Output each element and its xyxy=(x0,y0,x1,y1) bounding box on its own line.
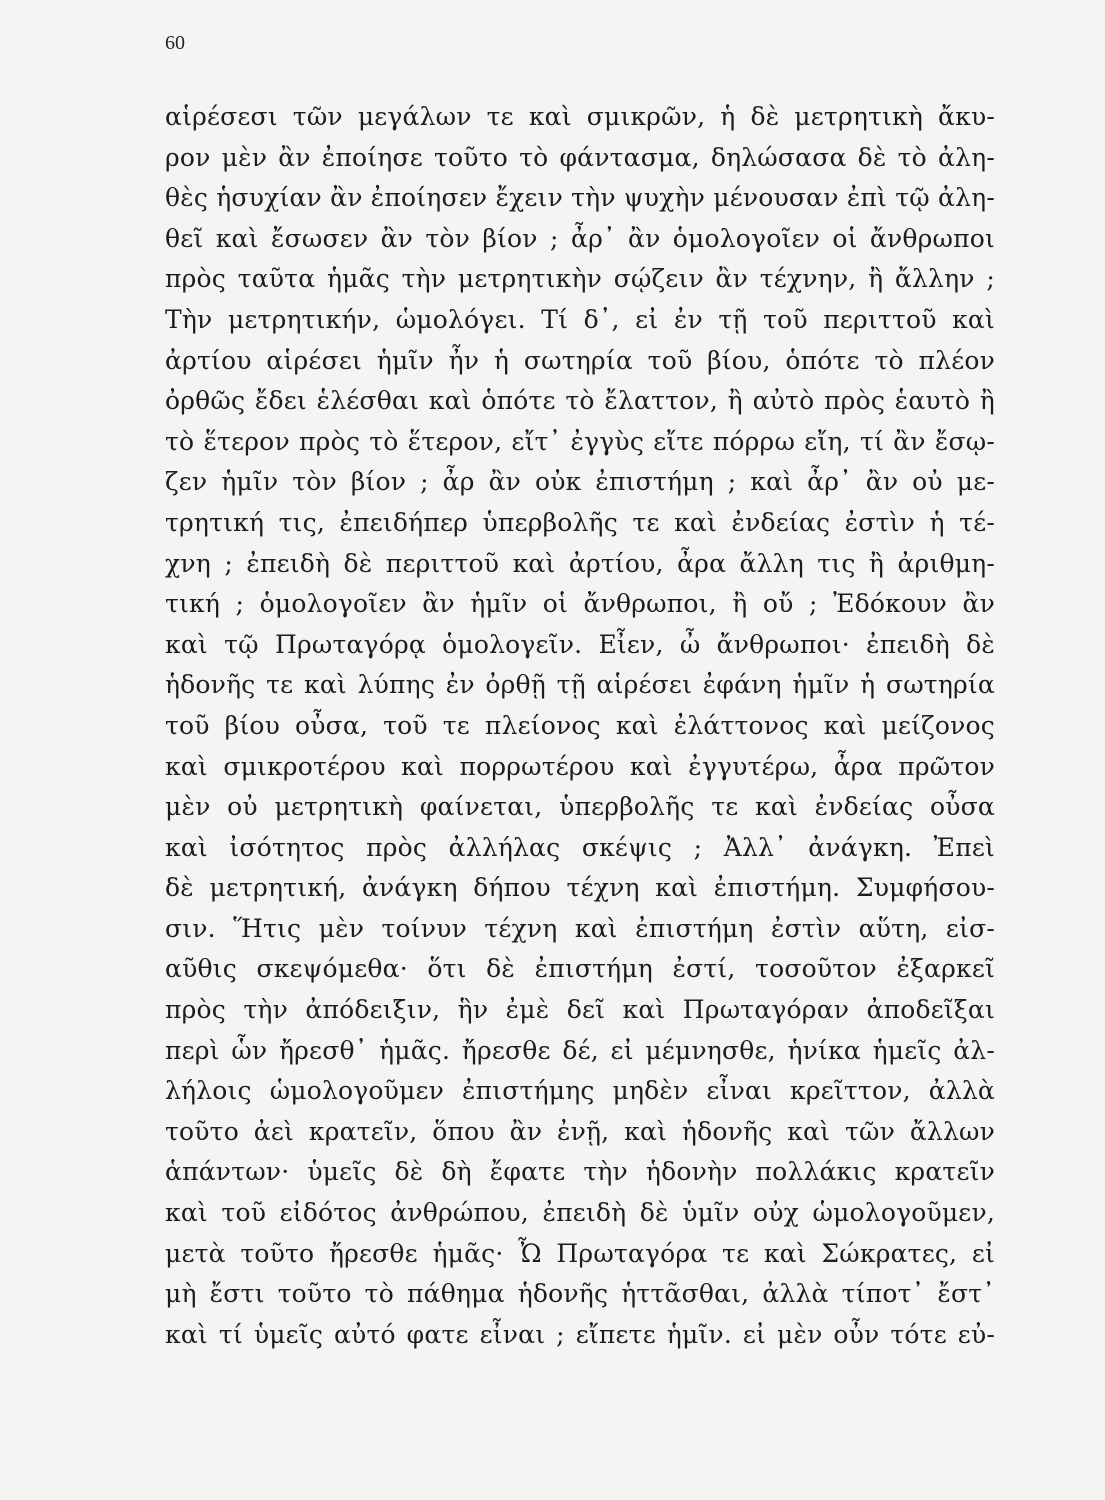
text-line: σιν. Ἥτις μὲν τοίνυν τέχνη καὶ ἐπιστήμη ἐστὶν αὕτη, εἰσ- xyxy=(165,913,995,943)
text-line: ζεν ἡμῖν τὸν βίον ; ἆρ ἂν οὐκ ἐπιστήμη ; καὶ ἆρ᾽ ἂν οὐ με- xyxy=(165,467,995,497)
text-line: ὀρθῶς ἔδει ἑλέσθαι καὶ ὁπότε τὸ ἔλαττον, ἢ αὐτὸ πρὸς ἑαυτὸ ἢ xyxy=(165,386,995,416)
text-line: ρον μὲν ἂν ἐποίησε τοῦτο τὸ φάντασμα, δηλώσασα δὲ τὸ ἀλη- xyxy=(165,142,995,172)
body-text xyxy=(165,97,995,1355)
text-line: καὶ σμικροτέρου καὶ πορρωτέρου καὶ ἐγγυτέρω, ἆρα πρῶτον xyxy=(165,751,995,781)
text-line: μὲν οὐ μετρητικὴ φαίνεται, ὑπερβολῆς τε καὶ ἐνδείας οὖσα xyxy=(165,792,995,822)
page-number: 60 xyxy=(165,32,185,54)
text-line: ἡδονῆς τε καὶ λύπης ἐν ὀρθῇ τῇ αἱρέσει ἐφάνη ἡμῖν ἡ σωτηρία xyxy=(165,670,995,700)
text-line: μετὰ τοῦτο ἤρεσθε ἡμᾶς· Ὦ Πρωταγόρα τε καὶ Σώκρατες, εἰ xyxy=(165,1238,995,1268)
text-line: καὶ τῷ Πρωταγόρᾳ ὁμολογεῖν. Εἶεν, ὦ ἄνθρωποι· ἐπειδὴ δὲ xyxy=(165,629,995,659)
text-line: τρητική τις, ἐπειδήπερ ὑπερβολῆς τε καὶ ἐνδείας ἐστὶν ἡ τέ- xyxy=(165,507,995,537)
text-line: τοῦτο ἀεὶ κρατεῖν, ὅπου ἂν ἐνῇ, καὶ ἡδονῆς καὶ τῶν ἄλλων xyxy=(165,1116,995,1146)
text-line: θὲς ἡσυχίαν ἂν ἐποίησεν ἔχειν τὴν ψυχὴν μένουσαν ἐπὶ τῷ ἀλη- xyxy=(165,183,995,213)
text-line: χνη ; ἐπειδὴ δὲ περιττοῦ καὶ ἀρτίου, ἆρα ἄλλη τις ἢ ἀριθμη- xyxy=(165,548,995,578)
text-line: καὶ ἰσότητος πρὸς ἀλλήλας σκέψις ; Ἀλλ᾽ ἀνάγκη. Ἐπεὶ xyxy=(165,832,995,862)
text-line: τοῦ βίου οὖσα, τοῦ τε πλείονος καὶ ἐλάττονος καὶ μείζονος xyxy=(165,710,995,740)
text-line: πρὸς τὴν ἀπόδειξιν, ἣν ἐμὲ δεῖ καὶ Πρωταγόραν ἀποδεῖξαι xyxy=(165,995,995,1025)
text-line: αἱρέσεσι τῶν μεγάλων τε καὶ σμικρῶν, ἡ δὲ μετρητικὴ ἄκυ- xyxy=(165,102,995,131)
text-line: μὴ ἔστι τοῦτο τὸ πάθημα ἡδονῆς ἡττᾶσθαι, ἀλλὰ τίποτ᾽ ἔστ᾽ xyxy=(165,1279,995,1309)
text-line: ἀρτίου αἱρέσει ἡμῖν ἦν ἡ σωτηρία τοῦ βίου, ὁπότε τὸ πλέον xyxy=(165,345,995,375)
text-line: καὶ τοῦ εἰδότος ἀνθρώπου, ἐπειδὴ δὲ ὑμῖν οὐχ ὡμολογοῦμεν, xyxy=(165,1198,995,1228)
text-line: καὶ τί ὑμεῖς αὐτό φατε εἶναι ; εἴπετε ἡμῖν. εἰ μὲν οὖν τότε εὐ- xyxy=(165,1319,995,1349)
text-line: Τὴν μετρητικήν, ὡμολόγει. Τί δ᾽, εἰ ἐν τῇ τοῦ περιττοῦ καὶ xyxy=(165,304,995,334)
text-line: δὲ μετρητική, ἀνάγκη δήπου τέχνη καὶ ἐπιστήμη. Συμφήσου- xyxy=(165,873,995,903)
text-line: πρὸς ταῦτα ἡμᾶς τὴν μετρητικὴν σῴζειν ἂν τέχνην, ἢ ἄλλην ; xyxy=(165,264,995,294)
text-line: αῦθις σκεψόμεθα· ὅτι δὲ ἐπιστήμη ἐστί, τοσοῦτον ἐξαρκεῖ xyxy=(165,954,995,984)
text-line: λήλοις ὡμολογοῦμεν ἐπιστήμης μηδὲν εἶναι κρεῖττον, ἀλλὰ xyxy=(165,1076,995,1106)
text-line: τὸ ἕτερον πρὸς τὸ ἕτερον, εἴτ᾽ ἐγγὺς εἴτε πόρρω εἴη, τί ἂν ἔσῳ- xyxy=(165,426,995,456)
text-line: περὶ ὧν ἤρεσθ᾽ ἡμᾶς. ἤρεσθε δέ, εἰ μέμνησθε, ἡνίκα ἡμεῖς ἀλ- xyxy=(165,1035,995,1065)
text-line: θεῖ καὶ ἔσωσεν ἂν τὸν βίον ; ἆρ᾽ ἂν ὁμολογοῖεν οἱ ἄνθρωποι xyxy=(165,223,995,253)
text-line: ἁπάντων· ὑμεῖς δὲ δὴ ἔφατε τὴν ἡδονὴν πολλάκις κρατεῖν xyxy=(165,1157,995,1187)
text-line: τική ; ὁμολογοῖεν ἂν ἡμῖν οἱ ἄνθρωποι, ἢ οὔ ; Ἐδόκουν ἂν xyxy=(165,589,995,619)
